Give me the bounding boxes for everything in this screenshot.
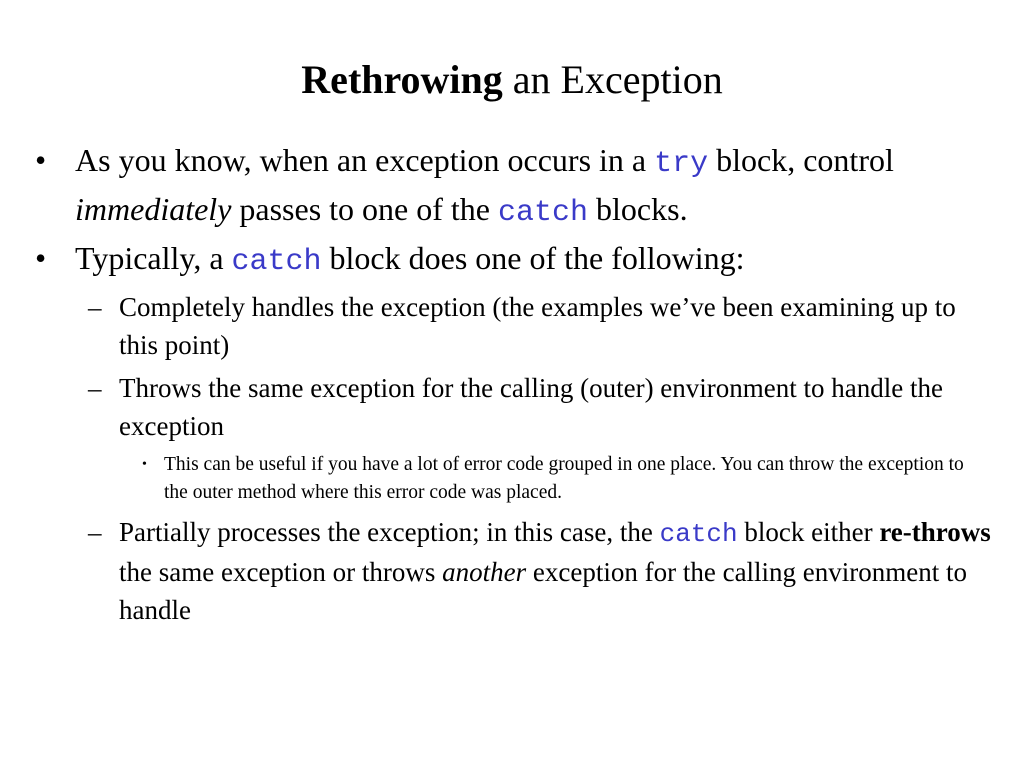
bullet-text: As you know, when an exception occurs in a [75,142,655,178]
slide-title [0,56,1024,104]
bullet-marker: • [35,142,47,178]
subbullet-partially [88,513,999,629]
subsubbullet-useful [142,451,984,507]
subsubbullet-marker: • [142,457,147,472]
subbullet-marker: – [88,517,102,547]
emphasis-immediately: immediately [75,191,232,227]
bullet-text: block, control [708,142,894,178]
code-try: try [654,147,709,181]
bullet-text: Typically, a [75,240,232,276]
subbullet-text: Partially processes the exception; in this case, the [119,517,660,547]
bullet-text: passes to one of the [231,191,498,227]
subbullet-text: exception for the calling environment to handle [119,557,968,625]
code-catch: catch [659,519,738,549]
subbullet-marker: – [88,292,102,322]
bullet-try-catch [35,138,995,236]
subbullet-text: block either [737,517,880,547]
subbullet-throws [88,369,999,445]
bullet-typically [35,236,995,285]
bullet-text: blocks. [588,191,688,227]
subbullet-text: Completely handles the exception (the examples we’ve been examining up to this point) [119,292,956,360]
subbullet-handles [88,288,999,364]
bullet-marker: • [35,240,47,276]
bullet-text: block does one of the following: [321,240,745,276]
emphasis-another: another [442,557,527,587]
code-catch: catch [498,196,589,230]
subbullet-marker: – [88,373,102,403]
title-bold: Rethrowing [301,57,503,102]
subsubbullet-text: This can be useful if you have a lot of error code grouped in one place. You can throw the exception to the outer method where this error code was placed. [164,454,964,503]
subbullet-text: the same exception or throws [119,557,443,587]
title-rest: an Exception [502,57,723,102]
subbullet-text: Throws the same exception for the calling (outer) environment to handle the exception [119,373,943,441]
emphasis-re-throws: re-throws [879,517,991,547]
code-catch: catch [231,245,322,279]
